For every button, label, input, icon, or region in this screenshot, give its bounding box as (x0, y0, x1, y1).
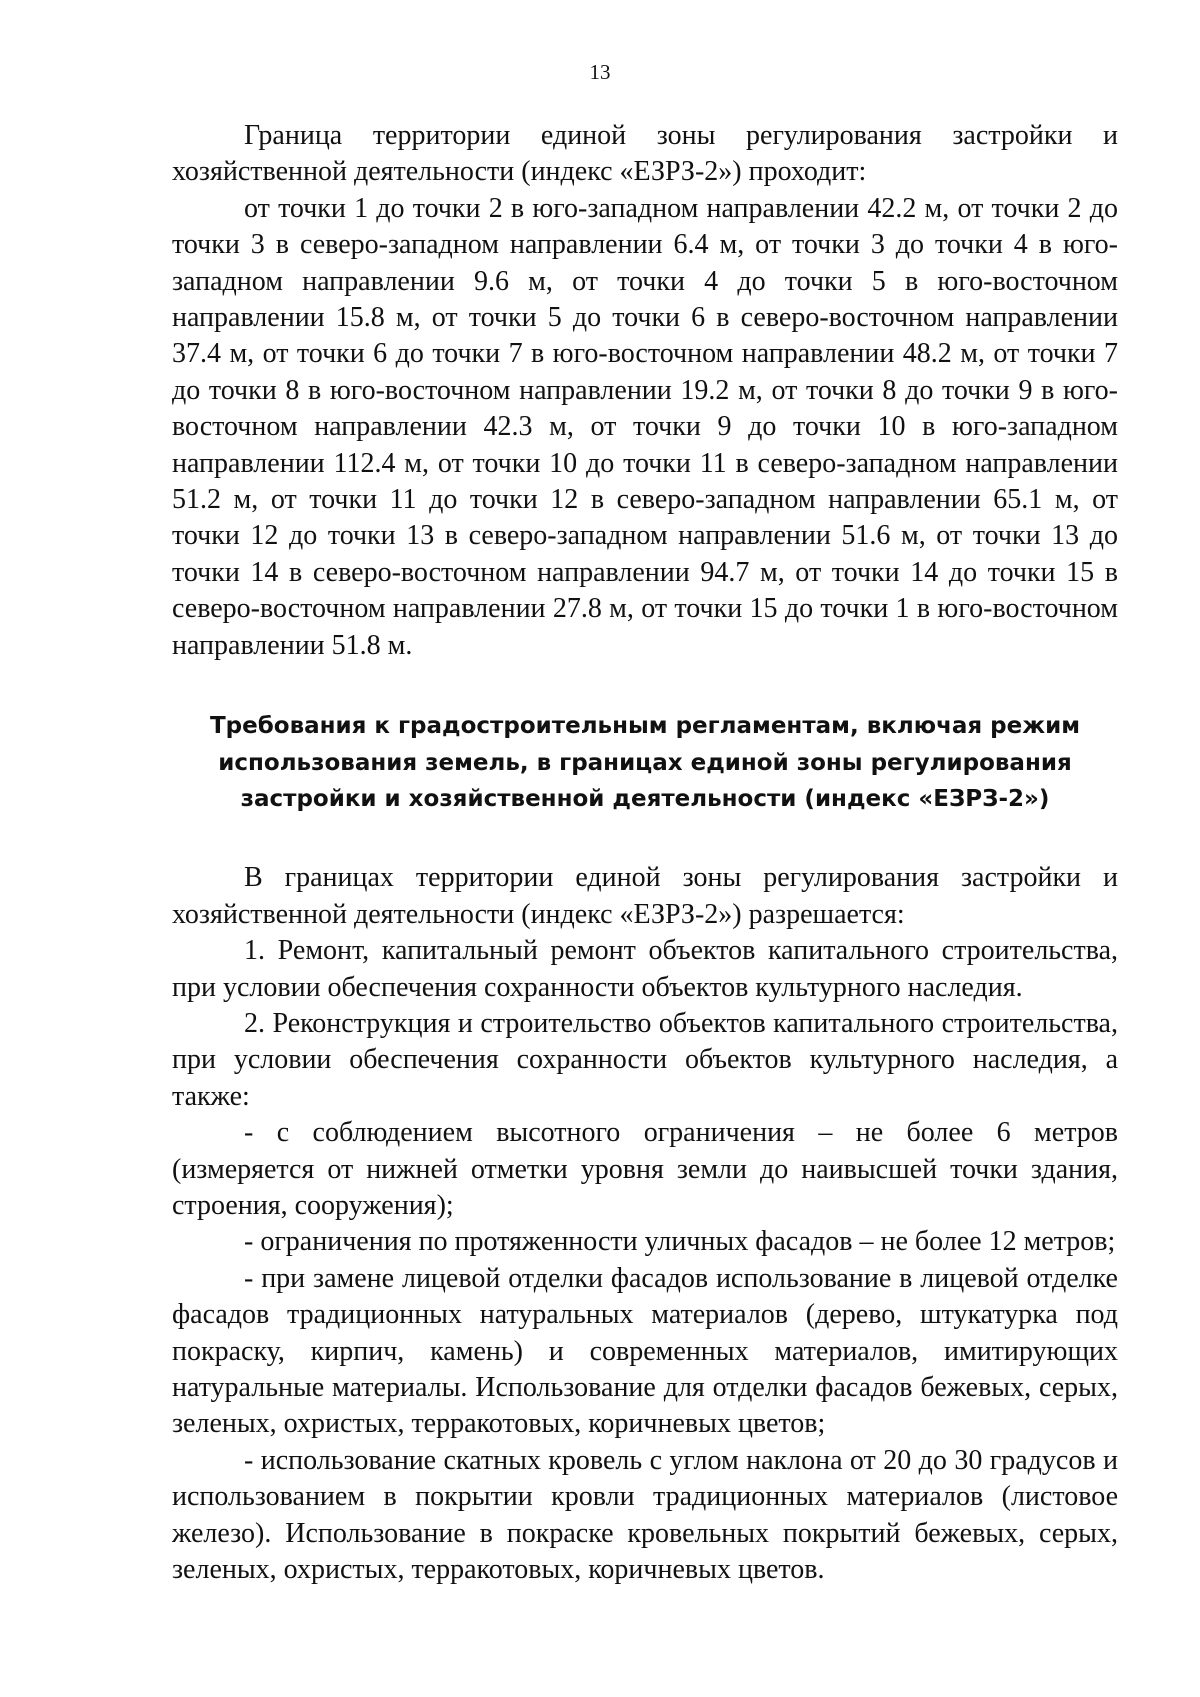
boundary-intro-paragraph: Граница территории единой зоны регулирования застройки и хозяйственной деятельности (индекс «ЕЗРЗ-2») проходит: (172, 120, 1118, 188)
section-heading-line-3: застройки и хозяйственной деятельности (индекс «ЕЗРЗ-2») (240, 785, 1050, 812)
boundary-route-paragraph: от точки 1 до точки 2 в юго-западном направлении 42.2 м, от точки 2 до точки 3 в северо-западном направлении 6.4 м, от точки 3 до точки 4 в юго-западном направлении 9.6 м, от точки 4 до точки 5 в юго-восточном направлении 15.8 м, от точки 5 до точки 6 в северо-восточном направлении 37.4 м, от точки 6 до точки 7 в юго-восточном направлении 48.2 м, от точки 7 до точки 8 в юго-восточном направлении 19.2 м, от точки 8 до точки 9 в юго-восточном направлении 42.3 м, от точки 9 до точки 10 в юго-западном направлении 112.4 м, от точки 10 до точки 11 в северо-западном направлении 51.2 м, от точки 11 до точки 12 в северо-западном направлении 65.1 м, от точки 12 до точки 13 в северо-западном направлении 51.6 м, от точки 13 до точки 14 в северо-восточном направлении 94.7 м, от точки 14 до точки 15 в северо-восточном направлении 27.8 м, от точки 15 до точки 1 в юго-восточном направлении 51.8 м. (172, 192, 1118, 661)
requirement-bullet-height: - с соблюдением высотного ограничения – не более 6 метров (измеряется от нижней отметки уровня земли до наивысшей точки здания, строения, сооружения); (172, 1117, 1118, 1221)
page-number: 13 (589, 60, 611, 84)
section-heading (172, 708, 1118, 817)
section-heading-line-1: Требования к градостроительным регламентам, включая режим (209, 713, 1081, 740)
document-body (172, 118, 1118, 1588)
requirement-bullet-facade-length: - ограничения по протяженности уличных фасадов – не более 12 метров; (244, 1226, 1116, 1258)
requirement-bullet-roofing: - использование скатных кровель с углом наклона от 20 до 30 градусов и использованием в покрытии кровли традиционных материалов (листовое железо). Использование в покраске кровельных покрытий бежевых, серых, зеленых, охристых, терракотовых, коричневых цветов. (172, 1444, 1118, 1586)
requirement-bullet-facade-materials: - при замене лицевой отделки фасадов использование в лицевой отделке фасадов традиционных натуральных материалов (дерево, штукатурка под покраску, кирпич, камень) и современных материалов, имитирующих натуральные материалы. Использование для отделки фасадов бежевых, серых, зеленых, охристых, терракотовых, коричневых цветов; (172, 1262, 1118, 1440)
permitted-intro-paragraph: В границах территории единой зоны регулирования застройки и хозяйственной деятельности (индекс «ЕЗРЗ-2») разрешается: (172, 862, 1118, 930)
permitted-item-1: 1. Ремонт, капитальный ремонт объектов капитального строительства, при условии обеспечения сохранности объектов культурного наследия. (172, 935, 1118, 1003)
section-heading-line-2: использования земель, в границах единой зоны регулирования (218, 749, 1072, 776)
permitted-item-2: 2. Реконструкция и строительство объектов капитального строительства, при условии обеспечения сохранности объектов культурного наследия, а также: (172, 1007, 1118, 1112)
